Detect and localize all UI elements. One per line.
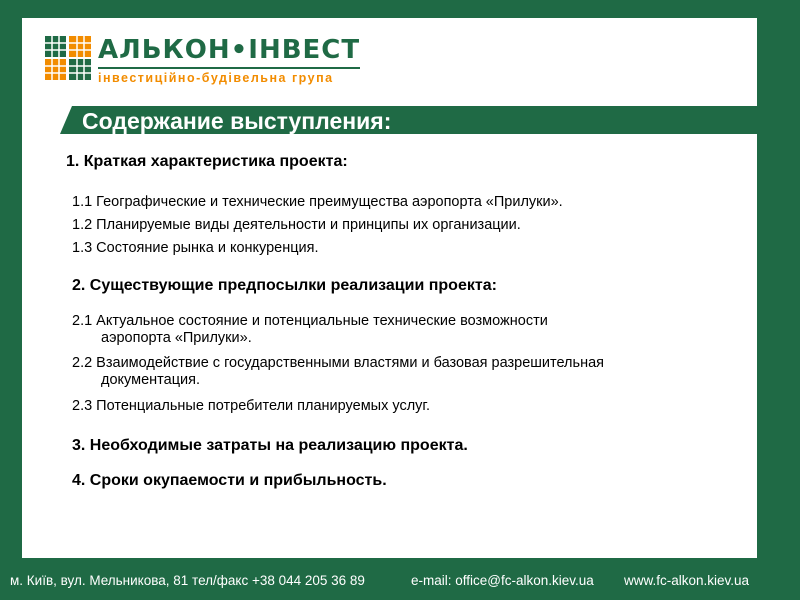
- footer-email[interactable]: e-mail: office@fc-alkon.kiev.ua: [411, 573, 594, 588]
- list-item: 1.3 Состояние рынка и конкуренция.: [72, 240, 319, 256]
- list-item-line: документация.: [101, 372, 200, 388]
- brand-name: АЛЬКОН•ІНВЕСТ: [98, 35, 361, 65]
- logo-text: [98, 35, 360, 85]
- brand-tagline: інвестиційно-будівельна група: [98, 67, 360, 85]
- footer-website[interactable]: www.fc-alkon.kiev.ua: [624, 573, 750, 588]
- page-title: Содержание выступления:: [82, 108, 392, 134]
- list-item: [72, 355, 604, 389]
- list-item-line: 2.1 Актуальное состояние и потенциальные технические возможности: [72, 313, 548, 329]
- footer-address: м. Київ, вул. Мельникова, 81 тел/факс +38 044 205 36 89: [10, 573, 365, 588]
- list-item: [72, 313, 548, 347]
- section-4-heading: 4. Сроки окупаемости и прибыльность.: [72, 472, 387, 489]
- section-3-heading: 3. Необходимые затраты на реализацию проекта.: [72, 437, 468, 454]
- list-item: 1.2 Планируемые виды деятельности и принципы их организации.: [72, 217, 521, 233]
- footer: [0, 566, 800, 596]
- list-item: 1.1 Географические и технические преимущества аэропорта «Прилуки».: [72, 194, 563, 210]
- list-item-line: аэропорта «Прилуки».: [101, 330, 252, 346]
- list-item-line: 2.2 Взаимодействие с государственными властями и базовая разрешительная: [72, 355, 604, 371]
- section-2-heading: 2. Существующие предпосылки реализации проекта:: [72, 277, 497, 294]
- list-item: 2.3 Потенциальные потребители планируемых услуг.: [72, 398, 430, 414]
- section-1-heading: 1. Краткая характеристика проекта:: [66, 153, 348, 170]
- company-logo-icon: [44, 35, 92, 81]
